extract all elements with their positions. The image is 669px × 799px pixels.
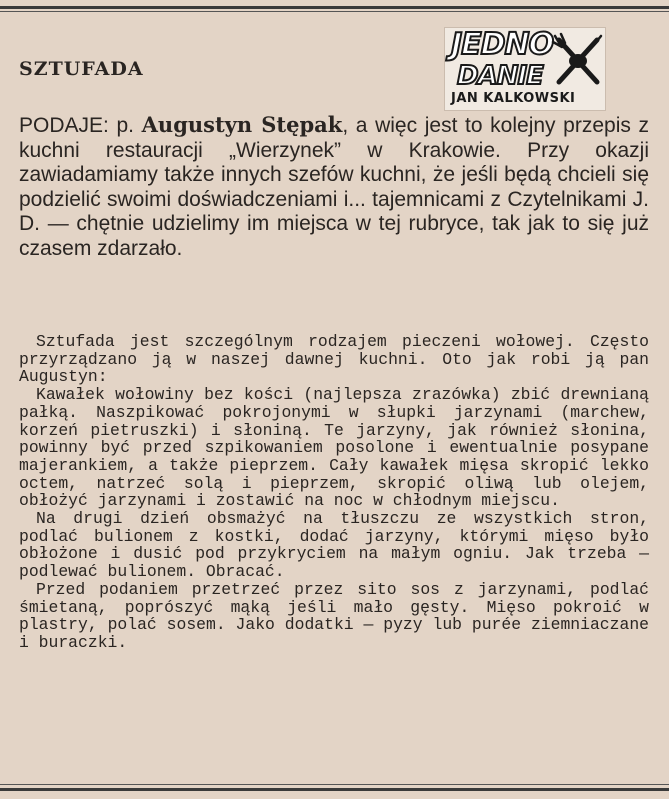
logo-line-2: DANIE — [457, 61, 543, 91]
bottom-rule — [0, 788, 669, 791]
paragraph: Kawałek wołowiny bez kości (najlepsza zrazówka) zbić drewnianą pałką. Naszpikować pokrojonymi w słupki jarzynami (marchew, korzeń pietruszki) i słoniną. Te jarzyny, jak również słonina, powinny być przed szpikowaniem posolone i ewentualnie posypane majerankiem, a także pieprzem. Cały kawałek mięsa skropić lekko octem, natrzeć solą i pieprzem, skropić oliwą lub olejem, obłożyć jarzynami i zostawić na noc w chłodnym miejscu. — [19, 385, 649, 511]
column-logo — [444, 27, 606, 111]
intro-lead: PODAJE: p. — [19, 114, 142, 137]
paragraph: Sztufada jest szczególnym rodzajem pieczeni wołowej. Często przyrządzano ją w naszej dawnej kuchni. Oto jak robi ją pan Augustyn: — [19, 332, 649, 387]
logo-line-1: JEDNO — [451, 27, 554, 62]
paragraph: Na drugi dzień obsmażyć na tłuszczu ze wszystkich stron, podlać bulionem z kostki, dodać jarzyny, którymi mięso było obłożone i dusić pod przykryciem na małym ogniu. Jak trzeba — podlewać bulionem. Obracać. — [19, 509, 649, 582]
intro-paragraph — [19, 113, 649, 262]
top-rule-thin — [0, 11, 669, 12]
intro-text: , a więc jest to kolejny przepis z kuchni restauracji „Wierzynek” w Krakowie. Przy okazji zawiadamiamy także innych szefów kuchni, że jeśli będą chcieli się podzielić swoimi doświadczeniami i... tajemnicami z Czytelnikami J. D. — chętnie udzielimy im miejsca w tej rubryce, tak jak to się już czasem zdarzało. — [19, 114, 650, 260]
top-rule — [0, 6, 669, 9]
chef-name: Augustyn Stępak — [141, 112, 343, 137]
article-title: SZTUFADA — [19, 58, 144, 80]
bottom-rule-thin — [0, 784, 669, 785]
paragraph: Przed podaniem przetrzeć przez sito sos z jarzynami, podlać śmietaną, poprószyć mąką jeśli mało gęsty. Mięso pokroić w plastry, polać sosem. Jako dodatki — pyzy lub purée ziemniaczane i buraczki. — [19, 579, 649, 652]
article-body — [19, 333, 649, 652]
logo-author: JAN KALKOWSKI — [451, 91, 576, 106]
fork-and-knife-icon — [551, 32, 605, 88]
